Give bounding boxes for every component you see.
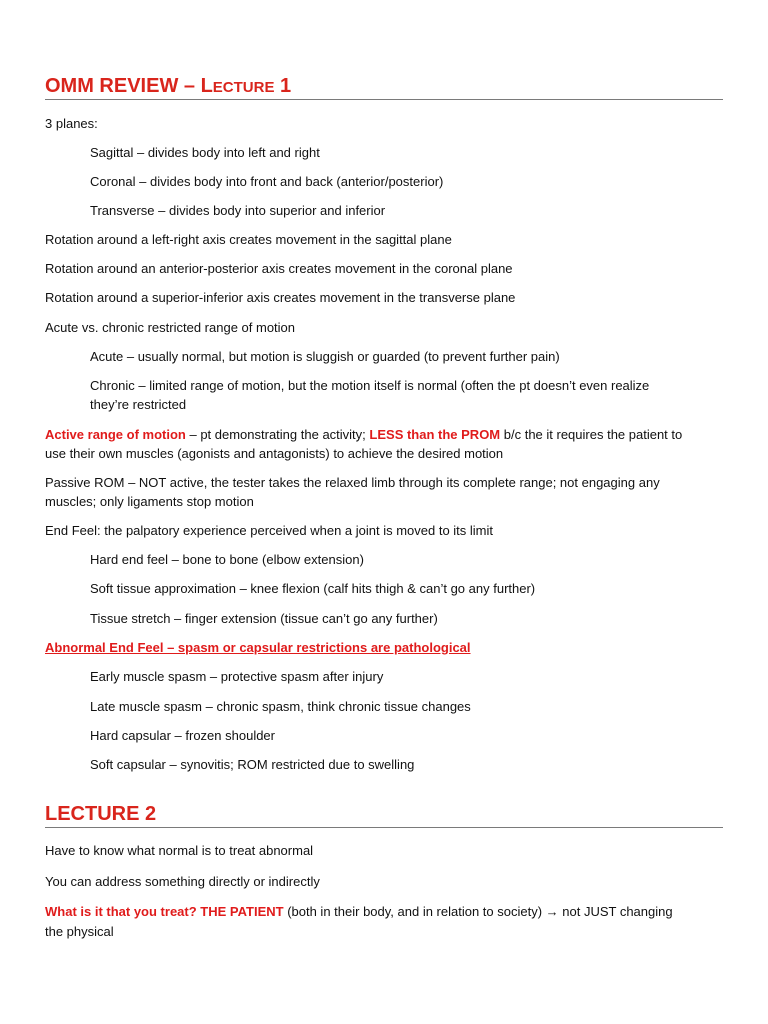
- text-line: the physical: [45, 924, 114, 939]
- text-span: – pt demonstrating the activity;: [185, 427, 370, 442]
- text-line: You can address something directly or indirectly: [45, 874, 320, 889]
- lecture-1-heading: [45, 74, 291, 100]
- text-span: (both in their body, and in relation to society): [283, 904, 546, 919]
- text-line: End Feel: the palpatory experience perceived when a joint is moved to its limit: [45, 523, 494, 538]
- text-line: Acute vs. chronic restricted range of motion: [45, 320, 296, 335]
- text-line: [45, 902, 673, 921]
- text-line: Sagittal – divides body into left and right: [90, 145, 320, 160]
- text-line: 3 planes:: [45, 116, 98, 131]
- text-line: muscles; only ligaments stop motion: [45, 494, 254, 509]
- right-arrow-icon: →: [545, 904, 559, 919]
- text-line: Late muscle spasm – chronic spasm, think chronic tissue changes: [90, 699, 471, 714]
- text-line: Hard end feel – bone to bone (elbow extension): [90, 552, 364, 567]
- emphasis-text: Active range of motion: [45, 427, 186, 442]
- text-line: Tissue stretch – finger extension (tissue can’t go any further): [90, 611, 438, 626]
- emphasis-text: What is it that you treat? THE PATIENT: [45, 904, 284, 919]
- heading-number: 1: [274, 75, 292, 97]
- text-line: use their own muscles (agonists and antagonists) to achieve the desired motion: [45, 446, 504, 461]
- heading-rule: [45, 99, 723, 100]
- text-line: Coronal – divides body into front and back (anterior/posterior): [90, 174, 444, 189]
- text-line: Rotation around an anterior-posterior axis creates movement in the coronal plane: [45, 261, 513, 276]
- heading-cap: L: [200, 75, 213, 97]
- heading-small-caps: ECTURE: [212, 79, 275, 96]
- text-line: Rotation around a left-right axis creates movement in the sagittal plane: [45, 232, 452, 247]
- text-line: Transverse – divides body into superior and inferior: [90, 203, 386, 218]
- text-line: Soft capsular – synovitis; ROM restricted due to swelling: [90, 757, 415, 772]
- text-line: Early muscle spasm – protective spasm after injury: [90, 669, 384, 684]
- text-line: Soft tissue approximation – knee flexion (calf hits thigh & can’t go any further): [90, 581, 536, 596]
- heading-rule: [45, 827, 723, 828]
- text-line: they’re restricted: [90, 397, 187, 412]
- text-line: Acute – usually normal, but motion is sluggish or guarded (to prevent further pain): [90, 349, 560, 364]
- text-line: Chronic – limited range of motion, but the motion itself is normal (often the pt doesn’t even realize: [90, 378, 650, 393]
- text-line: Hard capsular – frozen shoulder: [90, 728, 275, 743]
- heading-prefix: OMM REVIEW –: [45, 75, 201, 97]
- lecture-2-heading: LECTURE 2: [45, 803, 157, 825]
- text-line: Passive ROM – NOT active, the tester takes the relaxed limb through its complete range; not engaging any: [45, 475, 660, 490]
- text-line: Rotation around a superior-inferior axis creates movement in the transverse plane: [45, 290, 516, 305]
- text-line: Have to know what normal is to treat abnormal: [45, 843, 314, 858]
- text-span: not JUST changing: [558, 904, 673, 919]
- emphasis-heading: Abnormal End Feel – spasm or capsular restrictions are pathological: [45, 640, 471, 655]
- emphasis-text: LESS than the PROM: [369, 427, 501, 442]
- text-line: [45, 425, 682, 444]
- text-span: b/c the it requires the patient to: [500, 427, 683, 442]
